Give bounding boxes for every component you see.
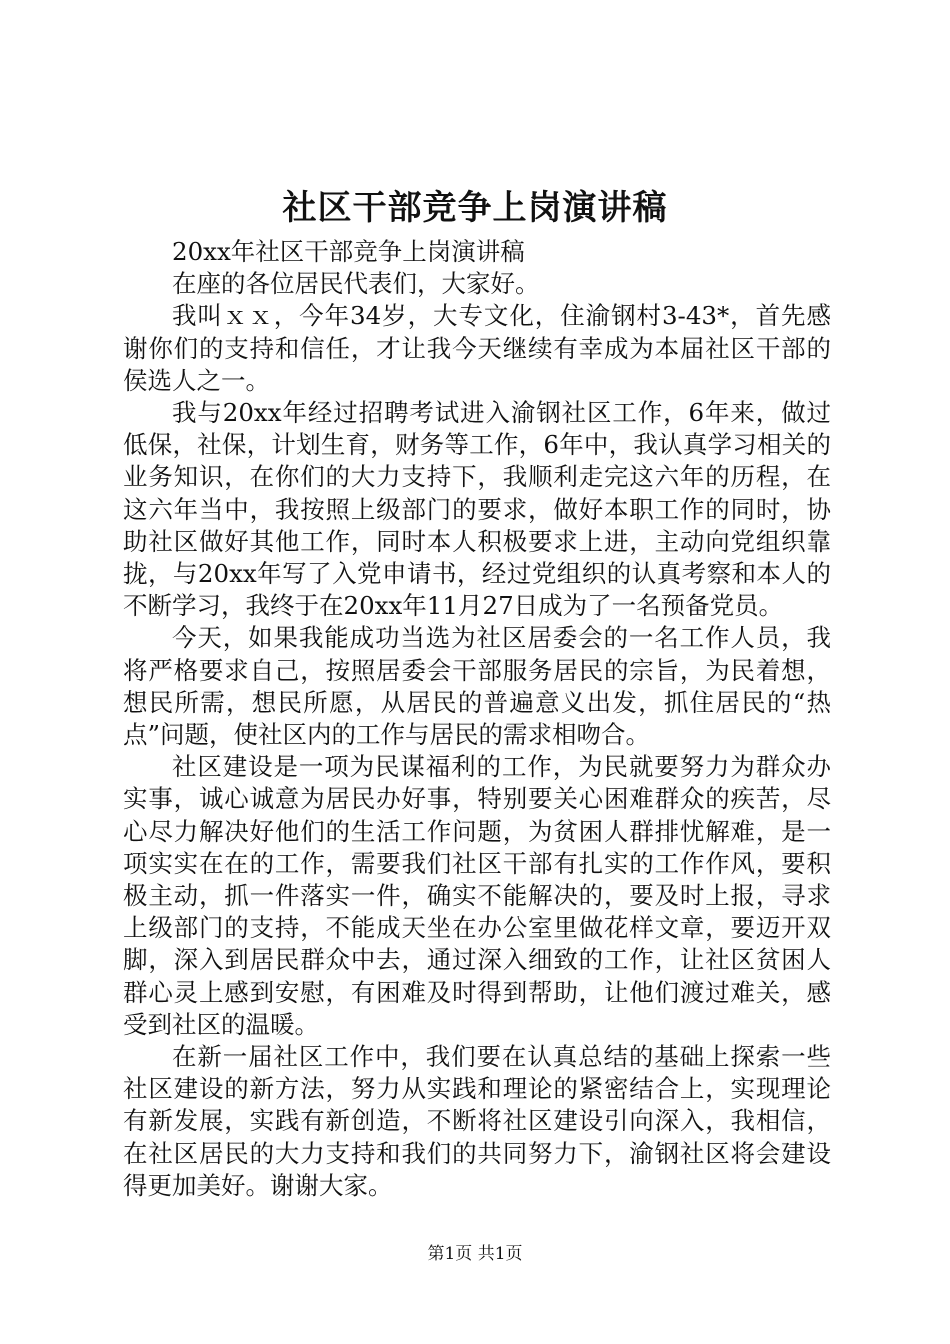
paragraph-closing: 在新一届社区工作中，我们要在认真总结的基础上探索一些社区建设的新方法，努力从实践和理论的紧密结合上，实现理论有新发展，实践有新创造，不断将社区建设引向深入，我相信，在社区居民的大力支持和我们的共同努力下，渝钢社区将会建设得更加美好。谢谢大家。 <box>123 1042 831 1200</box>
paragraph-introduction: 我叫ｘｘ，今年34岁，大专文化，住渝钢村3-43*，首先感谢你们的支持和信任，才让我今天继续有幸成为本届社区干部的侯选人之一。 <box>123 301 831 395</box>
paragraph-experience: 我与20xx年经过招聘考试进入渝钢社区工作，6年来，做过低保，社保，计划生育，财务等工作，6年中，我认真学习相关的业务知识，在你们的大力支持下，我顺利走完这六年的历程，在这六年当中，我按照上级部门的要求，做好本职工作的同时，协助社区做好其他工作，同时本人积极要求上进，主动向党组织靠拢，与20xx年写了入党申请书，经过党组织的认真考察和本人的不断学习，我终于在20xx年11月27日成为了一名预备党员。 <box>123 398 831 621</box>
document-title: 社区干部竞争上岗演讲稿 <box>282 188 668 228</box>
page-footer: 第1页 共1页 <box>427 1244 523 1264</box>
document-body <box>123 236 831 1202</box>
paragraph-greeting: 在座的各位居民代表们，大家好。 <box>172 269 540 299</box>
paragraph-community-building: 社区建设是一项为民谋福利的工作，为民就要努力为群众办实事，诚心诚意为居民办好事，特别要关心困难群众的疾苦，尽心尽力解决好他们的生活工作问题，为贫困人群排忧解难，是一项实实在在的工作，需要我们社区干部有扎实的工作作风，要积极主动，抓一件落实一件，确实不能解决的，要及时上报，寻求上级部门的支持，不能成天坐在办公室里做花样文章，要迈开双脚，深入到居民群众中去，通过深入细致的工作，让社区贫困人群心灵上感到安慰，有困难及时得到帮助，让他们渡过难关，感受到社区的温暖。 <box>123 752 831 1039</box>
paragraph-heading: 20xx年社区干部竞争上岗演讲稿 <box>172 237 525 266</box>
paragraph-commitment: 今天，如果我能成功当选为社区居委会的一名工作人员，我将严格要求自己，按照居委会干部服务居民的宗旨，为民着想，想民所需，想民所愿，从居民的普遍意义出发，抓住居民的“热点”问题，使社区内的工作与居民的需求相吻合。 <box>123 623 831 750</box>
